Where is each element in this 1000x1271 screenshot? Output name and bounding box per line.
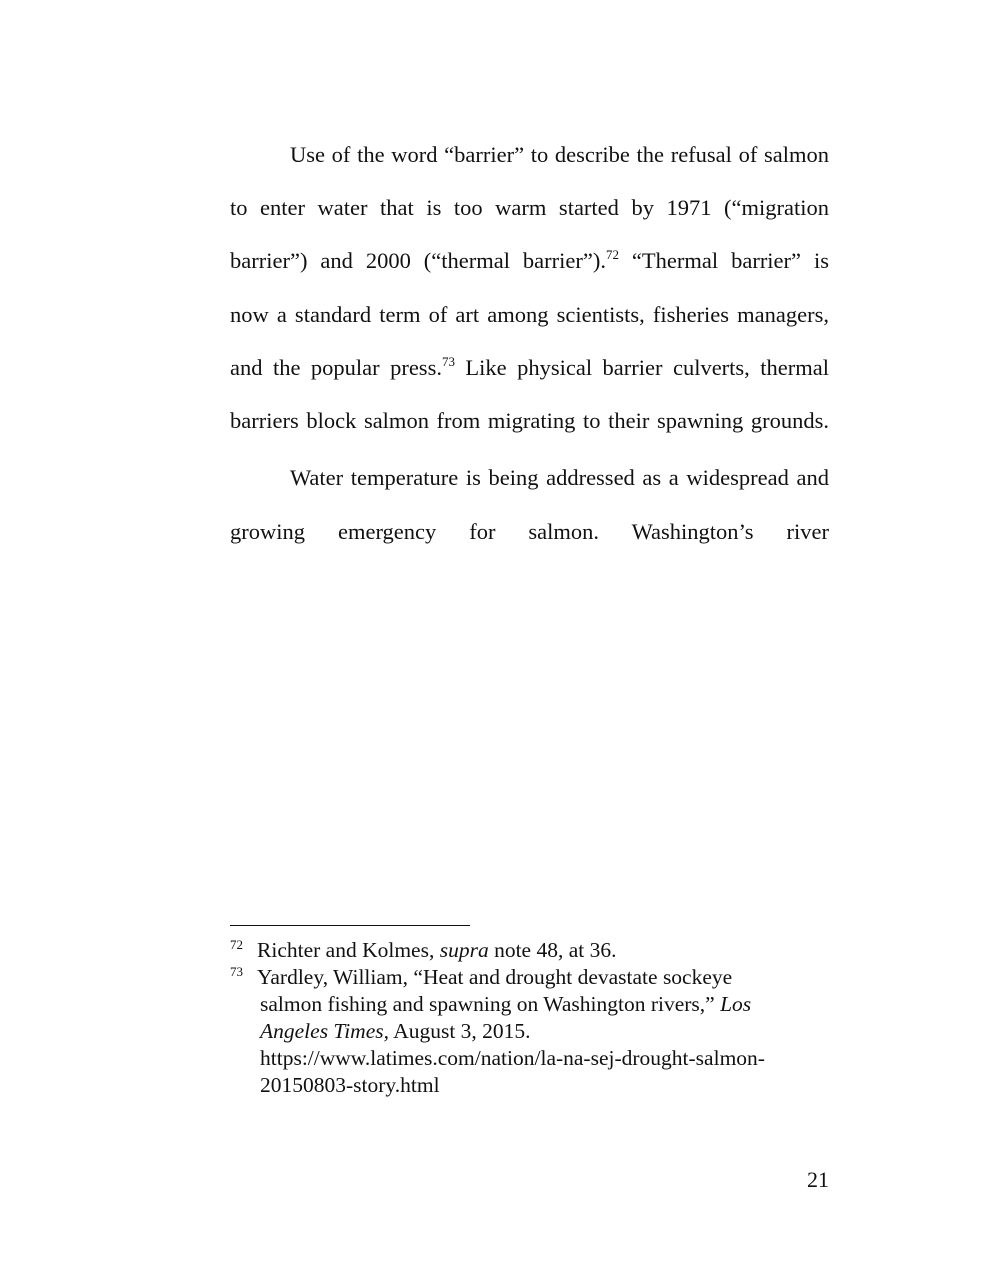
footnote-separator	[230, 925, 470, 926]
body-line: growing emergency for salmon. Washington’s river	[230, 519, 829, 544]
body-line	[230, 246, 829, 276]
text: barrier”) and 2000 (“thermal barrier”).	[230, 248, 606, 273]
footnote-ref-73[interactable]: 73	[441, 354, 455, 369]
footnote-72: 72 Richter and Kolmes, supra note 48, at 36. 73 Yardley, William, “Heat and drought devastate sockeye salmon fishing and spawning on Washington rivers,” Los Angeles Times, August 3, 2015. https://www.latimes.com/nation/la-na-sej-drought-salmon- 20150803-story.html	[230, 937, 765, 1097]
body-line: Use of the word “barrier” to describe the refusal of salmon	[290, 142, 829, 167]
body-line: to enter water that is too warm started by 1971 (“migration	[230, 195, 829, 220]
text: Richter and Kolmes,	[257, 938, 440, 962]
footnote-url: https://www.latimes.com/nation/la-na-sej-drought-salmon-	[260, 1046, 765, 1070]
page-number: 21	[807, 1167, 829, 1192]
body-line	[230, 353, 829, 383]
body-line: Water temperature is being addressed as a widespread and	[290, 465, 829, 490]
body-line: now a standard term of art among scientists, fisheries managers,	[230, 302, 829, 327]
text: note 48, at 36.	[488, 938, 617, 962]
body-line: barriers block salmon from migrating to their spawning grounds.	[230, 408, 829, 433]
text: Like physical barrier culverts, thermal	[454, 355, 829, 380]
text-italic: Angeles Times,	[260, 1019, 389, 1043]
text: Yardley, William, “Heat and drought devastate sockeye	[257, 965, 733, 989]
footnote-url: 20150803-story.html	[260, 1073, 440, 1097]
text-italic: Los	[720, 992, 752, 1016]
text: salmon fishing and spawning on Washington rivers,”	[260, 992, 721, 1016]
footnote-ref-72[interactable]: 72	[605, 247, 619, 262]
text-italic: supra	[439, 938, 489, 962]
text: and the popular press.	[230, 355, 442, 380]
text: August 3, 2015.	[389, 1019, 531, 1043]
text: “Thermal barrier” is	[618, 248, 829, 273]
